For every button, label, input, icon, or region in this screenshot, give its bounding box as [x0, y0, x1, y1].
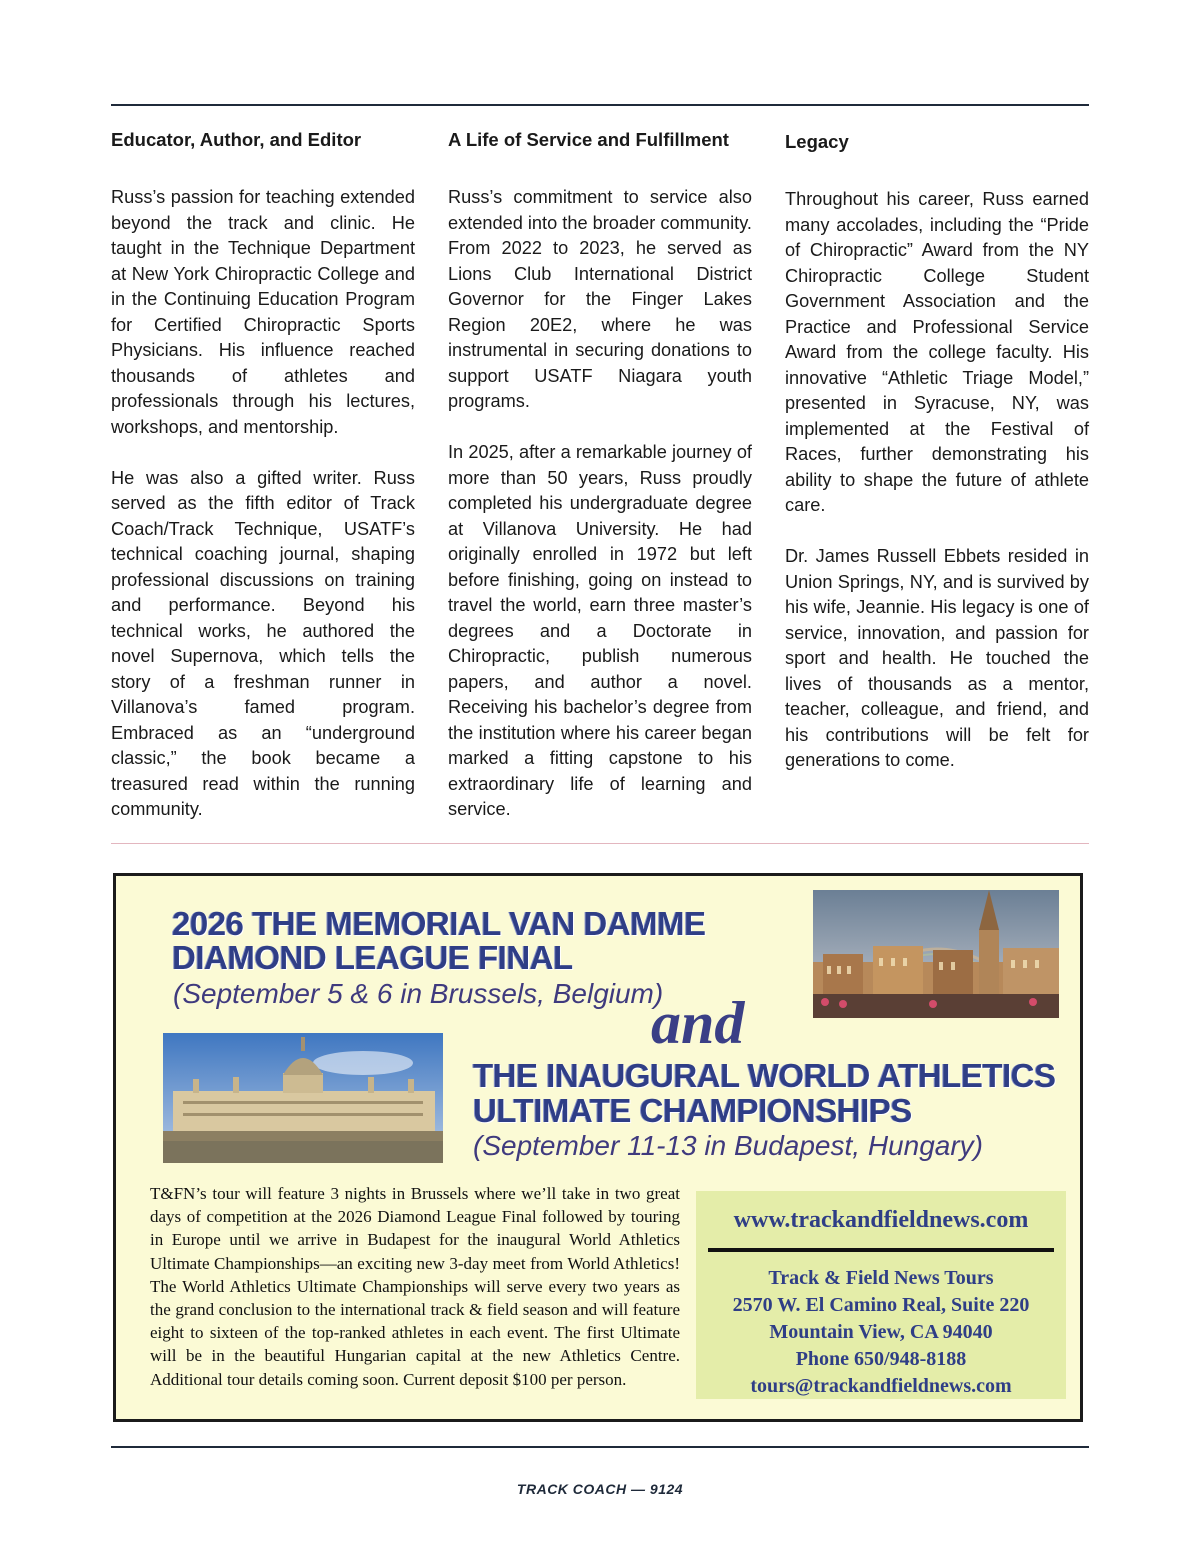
ad-headline-2-line-1: THE INAUGURAL WORLD ATHLETICS [473, 1057, 1056, 1094]
ad-headline-2-line-2: ULTIMATE CHAMPIONSHIPS [473, 1092, 912, 1129]
paragraph: Dr. James Russell Ebbets resided in Union Springs, NY, and is survived by his wife, Jeannie. His legacy is one of service, innovation, and passion for sport and health. He touched the lives of thousands as a mentor, teacher, colleague, and friend, and his contributions will be felt for generations to come. [785, 546, 1089, 770]
page-footer: TRACK COACH — 9124 [516, 1481, 684, 1497]
budapest-parliament-image [163, 1033, 443, 1163]
section-heading: Educator, Author, and Editor [111, 129, 362, 150]
ad-body-text [150, 1182, 680, 1391]
contact-email[interactable]: tours@trackandfieldnews.com [750, 1375, 1012, 1397]
contact-address-1: 2570 W. El Camino Real, Suite 220 [732, 1294, 1030, 1316]
ad-body-paragraph: T&FN’s tour will feature 3 nights in Brussels where we’ll take in two great days of competition at the 2026 Diamond League Final followed by touring in Europe until we arrive in Budapest for the inaugural World Athletics Ultimate Championships—an exciting new 3-day meet from World Athletics! The World Athletics Ultimate Championships will serve every two years as the grand conclusion to the international track & field season and will feature eight to sixteen of the top-ranked athletes in each event. The first Ultimate will be in the beautiful Hungarian capital at the new Athletics Centre. Additional tour details coming soon. Current deposit $100 per person. [150, 1184, 680, 1389]
contact-phone: Phone 650/948-8188 [795, 1348, 967, 1370]
ad-connector: and [651, 990, 745, 1056]
ad-subline-2: (September 11-13 in Budapest, Hungary) [473, 1130, 983, 1161]
website-link[interactable]: www.trackandfieldnews.com [733, 1207, 1029, 1233]
bottom-rule [111, 1446, 1089, 1448]
ad-headline-1-line-2: DIAMOND LEAGUE FINAL [172, 939, 573, 976]
column-educator [111, 128, 415, 848]
column-service [448, 128, 752, 848]
budapest-illustration [163, 1033, 443, 1163]
paragraph: In 2025, after a remarkable journey of more than 50 years, Russ proudly completed his undergraduate degree at Villanova University. He had originally enrolled in 1972 but left before finishing, going on instead to travel the world, earn three master’s degrees and a Doctorate in Chiropractic, publish numerous papers, and author a novel. Receiving his bachelor’s degree from the institution where his career began marked a fitting capstone to his extraordinary life of learning and service. [448, 442, 752, 819]
divider-rule [111, 843, 1089, 844]
top-rule [111, 104, 1089, 106]
section-heading: A Life of Service and Fulfillment [448, 129, 729, 150]
paragraph: Russ’s passion for teaching extended beyond the track and clinic. He taught in the Technique Department at New York Chiropractic College and in the Continuing Education Program for Certified Chiropractic Sports Physicians. His influence reached thousands of athletes and professionals through his lectures, workshops, and mentorship. [111, 187, 415, 437]
column-legacy [785, 130, 1089, 799]
section-heading: Legacy [785, 131, 849, 152]
ad-headline-1-line-1: 2026 THE MEMORIAL VAN DAMME [172, 905, 706, 942]
paragraph: Russ’s commitment to service also extended into the broader community. From 2022 to 2023, he served as Lions Club International District Governor for the Finger Lakes Region 20E2, where he was instrumental in securing donations to support USATF Niagara youth programs. [448, 187, 752, 411]
contact-box [696, 1191, 1066, 1399]
contact-name: Track & Field News Tours [768, 1267, 994, 1289]
paragraph: Throughout his career, Russ earned many accolades, including the “Pride of Chiropractic” Award from the NY Chiropractic College Student Government Association and the Practice and Professional Service Award from the college faculty. His innovative “Athletic Triage Model,” presented in Syracuse, NY, was implemented at the Festival of Races, further demonstrating his ability to shape the future of athlete care. [785, 189, 1089, 515]
contact-address-2: Mountain View, CA 94040 [769, 1321, 993, 1343]
contact-divider [708, 1248, 1054, 1252]
ad-subline-1: (September 5 & 6 in Brussels, Belgium) [173, 978, 664, 1009]
tour-advertisement [113, 873, 1083, 1422]
contact-details [696, 1265, 1066, 1400]
paragraph: He was also a gifted writer. Russ served as the fifth editor of Track Coach/Track Technique, USATF’s technical coaching journal, shaping professional discussions on training and performance. Beyond his technical works, he authored the novel Supernova, which tells the story of a freshman runner in Villanova’s famed program. Embraced as an “underground classic,” the book became a treasured read within the running community. [111, 467, 415, 819]
brussels-illustration [813, 890, 1059, 1018]
brussels-grand-place-image [813, 890, 1059, 1018]
